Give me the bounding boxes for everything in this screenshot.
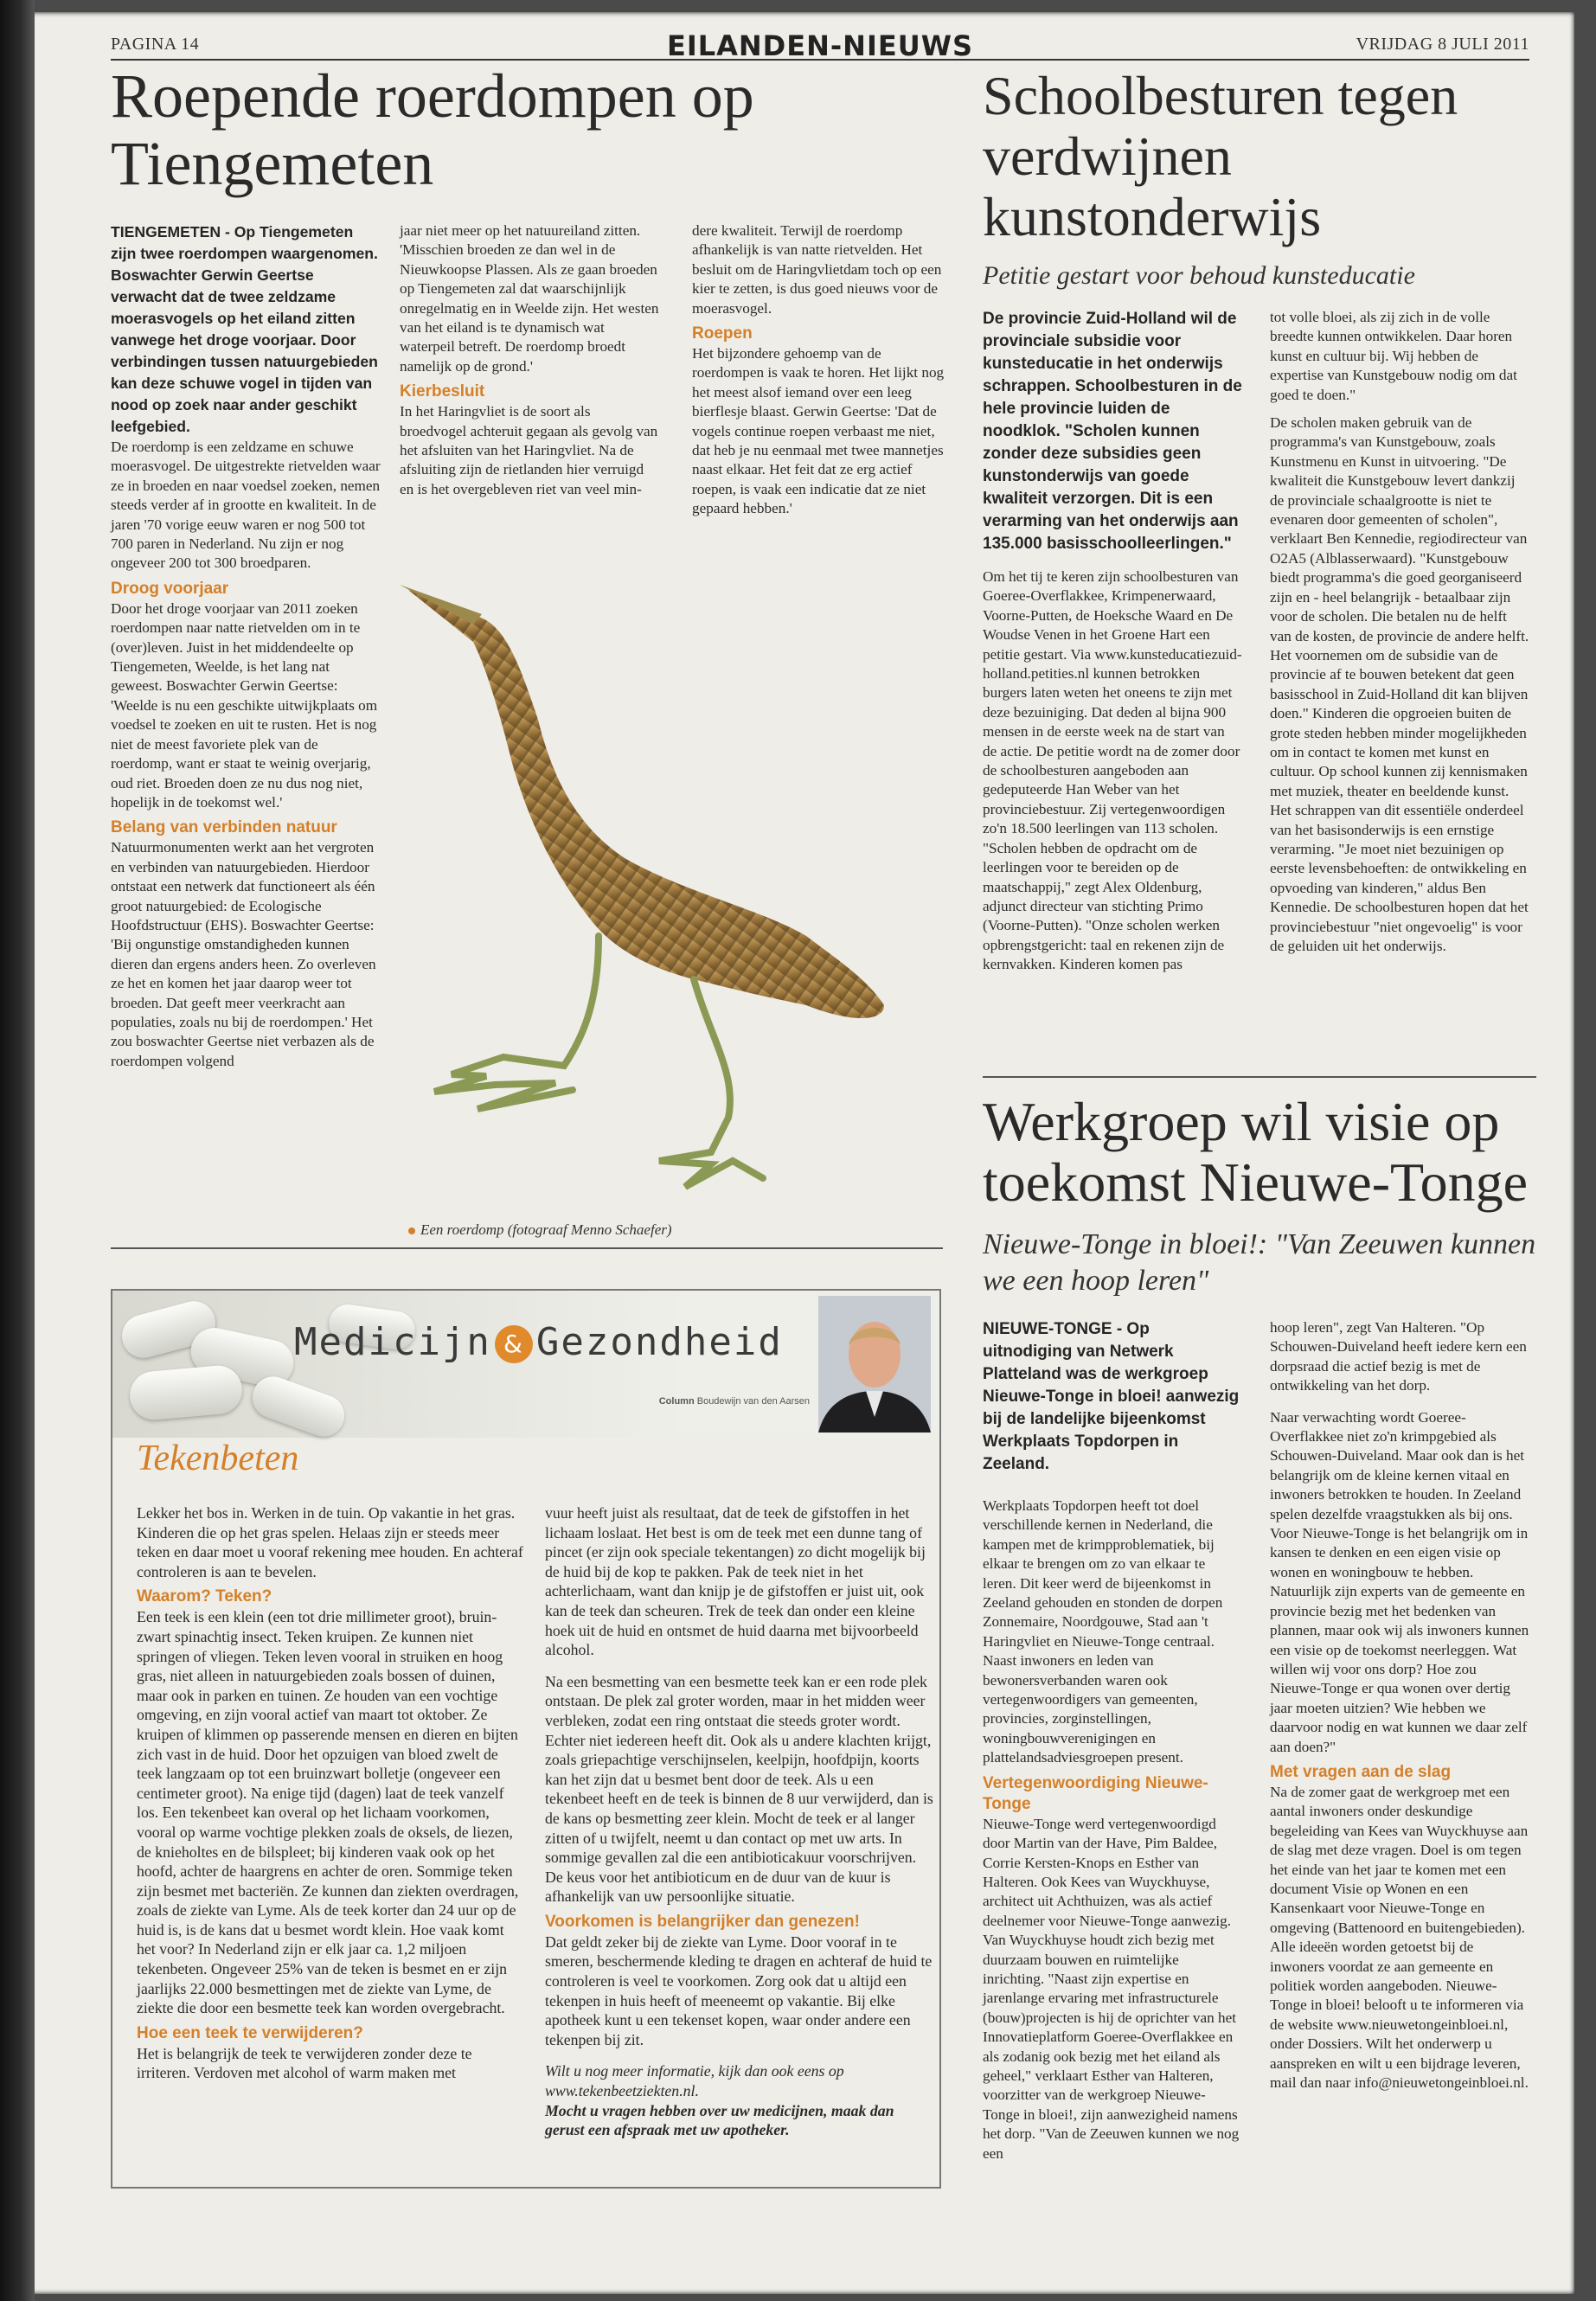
paragraph: Door het droge voorjaar van 2011 zoeken roerdompen naar natte rietvelden om in te (over)leven. Juist in het middendeelte op Tiengemeten, Weelde, is het lang nat geweest. Boswachter Gerwin Geertse: 'Weelde is nu een geschikte uitwijkplaats om voedsel te zoeken en uit te rusten. Het is nog niet de meest favoriete plek van de roerdomp, want er staat te weinig overjarig, oud riet. Broeden doen ze nu dus nog niet, hopelijk in de toekomst wel.'	[111, 599, 378, 811]
author-label: Column	[658, 1396, 695, 1407]
health-column-col1	[137, 1503, 526, 2083]
page-header	[111, 31, 1529, 61]
paragraph: Lekker het bos in. Werken in de tuin. Op vakantie in het gras. Kinderen die op het gras spelen. Helaas zijn er steeds meer teken en daar moet u vooraf rekening mee houden. En achteraf controleren is aan te bevelen.	[137, 1504, 523, 1580]
page-number: PAGINA 14	[111, 35, 200, 54]
article-kunst-subtitle: Petitie gestart voor behoud kunsteducatie	[983, 261, 1415, 290]
paragraph: Natuurmonumenten werkt aan het vergroten en verbinden van natuurgebieden. Hierdoor ontstaat een netwerk dat functioneert als één groot natuurgebied: de Ecologische Hoofdstructuur (EHS). Boswachter Geertse: 'Bij ongunstige omstandigheden kunnen dieren dan ergens anders heen. Zo overleven ze het en komen het jaar daarop weer tot broeden. Dat geeft meer veerkracht aan populaties, zoals nu bij de roerdompen.' Het zou boswachter Geertse niet verbazen als de roerdompen volgend	[111, 839, 376, 1069]
subheading: Belang van verbinden natuur	[111, 818, 337, 837]
paragraph: Nieuwe-Tonge werd vertegenwoordigd door Martin van der Have, Pim Baldee, Corrie Kersten-Knops en Esther van Halteren. Ook Kees van Wuyckhuyse, architect uit Achthuizen, was als actief deelnemer voor Nieuwe-Tonge aanwezig. Van Wuyckhuyse houdt zich bezig met duurzaam bouwen en ruimtelijke inrichting. "Naast zijn expertise en jarenlange ervaring met infrastructurele (bouw)projecten is hij de oprichter van het Innovatieplatform Goeree-Overflakkee en als zodanig ook bezig met het eiland als geheel," verklaart Esther van Halteren, voorzitter van de werkgroep Nieuwe-Tonge in bloei!, zijn aanwezigheid namens het dorp. "Van de Zeeuwen kunnen we nog een	[983, 1815, 1240, 2162]
masthead: EILANDEN-NIEUWS	[666, 29, 974, 62]
caption-bullet	[408, 1227, 415, 1234]
paragraph: tot volle bloei, als zij zich in de volle breedte kunnen ontwikkelen. Daar horen kunst en cultuur bij. Wij hebben de expertise van Kunstgebouw nodig om dat goed te doen."	[1270, 309, 1517, 403]
article-tonge-col2	[1270, 1318, 1529, 2093]
subheading: Droog voorjaar	[111, 579, 229, 598]
paragraph: vuur heeft juist als resultaat, dat de teek de gifstoffen in het lichaam loslaat. Het best is om de teek met een dunne tang of pincet (er zijn ook speciale tekentangen) zo dicht mogelijk bij de huid bij de kop te pakken. Pak de teek niet in het achterlichaam, want dan knijp je de gifstoffen er juist uit, ook kan de teek dan scheuren. Trek de teek dan onder een kleine hoek uit de huid en ontsmet de huid daarna met bijvoorbeeld alcohol.	[545, 1504, 926, 1659]
article-roerdomp-col1	[111, 221, 381, 1071]
health-column-box	[111, 1289, 941, 2189]
article-kunst-col2	[1270, 308, 1529, 956]
article-tonge-col1	[983, 1318, 1242, 2163]
article-tonge-title: Werkgroep wil visie op toekomst Nieuwe-Tonge	[983, 1091, 1529, 1213]
subheading: Hoe een teek te verwijderen?	[137, 2023, 363, 2042]
subheading: Kierbesluit	[400, 382, 485, 401]
paragraph: hoop leren", zegt Van Halteren. "Op Schouwen-Duiveland heeft iedere kern een dorpsraad die actief bezig is met de ontwikkeling van het dorp.	[1270, 1319, 1527, 1394]
ampersand-badge: &	[495, 1325, 533, 1363]
article-roerdomp-col2	[400, 221, 659, 499]
article-kunst-col1	[983, 308, 1242, 975]
divider	[111, 1247, 943, 1249]
article-roerdomp-title: Roepende roerdompen op Tiengemeten	[111, 61, 754, 198]
column-title	[294, 1320, 783, 1364]
paragraph: Om het tij te keren zijn schoolbesturen van Goeree-Overflakkee, Krimpenerwaard, Voorne-Putten, de Hoeksche Waard en De Woudse Venen in het Groene Hart een petitie gestart. Via www.kunsteducatiezuid-holland.petities.nl kunnen betrokken burgers laten weten het oneens te zijn met deze bezuiniging. Dat deden al bijna 900 mensen in de eerste week na de start van de actie. De petitie wordt na de zomer door de schoolbesturen aangeboden aan gedeputeerde Han Weber van het provinciebestuur. Zij vertegenwoordigen zo'n 18.500 leerlingen van 113 scholen. "Scholen hebben de opdracht om de leerlingen voor te bereiden op de maatschappij," zegt Alex Oldenburg, adjunct directeur van stichting Primo (Voorne-Putten). "Onze scholen werken opbrengstgericht: taal en rekenen zijn de kernvakken. Kinderen komen pas	[983, 568, 1242, 973]
subheading: Voorkomen is belangrijker dan genezen!	[545, 1912, 860, 1931]
paragraph: jaar niet meer op het natuureiland zitten. 'Misschien broeden ze dan wel in de Nieuwkoopse Plassen. Als ze gaan broeden op Tiengemeten zal dat waarschijnlijk onregelmatig en in Weelde zijn. Het westen van het eiland is te dynamisch wat waterpeil betreft. De roerdomp broedt namelijk op de grond.'	[400, 222, 659, 375]
paragraph: dere kwaliteit. Terwijl de roerdomp afhankelijk is van natte rietvelden. Het besluit om de Haringvlietdam toch op een kier te zetten, is dus goed nieuws voor de moerasvogel.	[692, 222, 942, 317]
article-lead: NIEUWE-TONGE - Op uitnodiging van Netwerk Platteland was de werkgroep Nieuwe-Tonge in bloei! aanwezig bij de landelijke bijeenkomst Werkplaats Topdorpen in Zeeland.	[983, 1320, 1240, 1473]
paragraph: Werkplaats Topdorpen heeft tot doel verschillende kernen in Nederland, die kampen met de krimpproblematiek, bij elkaar te brengen om zo van elkaar te leren. Dit keer werd de bijeenkomst in Zeeland gehouden en stonden de dorpen Zonnemaire, Noordgouwe, Stad aan 't Haringvliet en Nieuwe-Tonge centraal. Naast inwoners en leden van bewonersverbanden waren ook vertegenwoordigers van gemeenten, provincies, zorginstellingen, woningbouwverenigingen en plattelandsadviesgroepen present.	[983, 1497, 1223, 1766]
footer-note: Wilt u nog meer informatie, kijk dan ook eens op www.tekenbeetziekten.nl.	[545, 2062, 844, 2100]
paragraph: Een teek is een klein (een tot drie millimeter groot), bruin-zwart spinachtig insect. Teken kruipen. Ze kunnen niet springen of vliegen. Teken leven vooral in struiken en hoog gras, niet alleen in natuurgebieden zoals bossen of duinen, maar ook in parken en tuinen. Ze houden van een vochtige omgeving, en zijn vooral actief van maart tot oktober. Ze kruipen of klimmen op passerende mensen en dieren en bijten zich vast in de huid. Door het opzuigen van bloed zwelt de teek langzaam op tot een bruinzwart bolletje (ongeveer een centimeter groot). Na enige tijd (dagen) laat de teek vanzelf los. Een tekenbeet kan overal op het lichaam voorkomen, vooral op warme vochtige plekken zoals de oksels, de liezen, de knieholtes en de bilspleet; bij kinderen vaak ook op het hoofd, achter de haargrens en achter de oren. Sommige teken zijn besmet met bacteriën. Ze kunnen dan ziekten overdragen, zoals de ziekte van Lyme. Als de teek korter dan 24 uur op de huid is, is de kans dat u besmet wordt klein. Hoe vaak komt het voor? In Nederland zijn er elk jaar ca. 1,2 miljoen tekenbeten. Ongeveer 25% van de teken is besmet en er zijn jaarlijks 22.000 besmettingen met de ziekte van Lyme, de ziekte die door een besmette teek kan worden overgebracht.	[137, 1608, 519, 2017]
divider	[983, 1076, 1536, 1078]
paragraph: Het is belangrijk de teek te verwijderen zonder deze te irriteren. Verdoven met alcohol of warm maken met	[137, 2044, 472, 2082]
article-lead: De provincie Zuid-Holland wil de provinciale subsidie voor kunsteducatie in het onderwijs schrappen. Schoolbesturen in de hele provincie luiden de noodklok. "Scholen kunnen zonder deze subsidies geen kunstonderwijs van goede kwaliteit verzorgen. Dit is een verarming van het onderwijs aan 135.000 basisschoolleerlingen."	[983, 310, 1242, 553]
subheading: Roepen	[692, 324, 753, 343]
footer-note: Mocht u vragen hebben over uw medicijnen, maak dan gerust een afspraak met uw apotheker.	[545, 2101, 894, 2139]
subheading: Met vragen aan de slag	[1270, 1762, 1452, 1781]
pill-illustration	[247, 1371, 350, 1443]
portrait-illustration	[818, 1296, 931, 1433]
column-headline: Tekenbeten	[137, 1439, 299, 1478]
pill-illustration	[128, 1363, 244, 1421]
article-lead: TIENGEMETEN - Op Tiengemeten zijn twee roerdompen waargenomen. Boswachter Gerwin Geertse verwacht dat de twee zeldzame moerasvogels op het eiland zitten vanwege het droge voorjaar. Door verbindingen tussen natuurgebieden kan deze schuwe vogel in tijden van nood op zoek naar ander geschikt leefgebied.	[111, 223, 378, 435]
paragraph: In het Haringvliet is de soort als broedvogel achteruit gegaan als gevolg van het afsluiten van het Haringvliet. Na de afsluiting zijn de rietlanden hier verruigd en is het overgebleven riet van veel min-	[400, 403, 658, 497]
column-banner	[112, 1291, 939, 1438]
issue-date: VRIJDAG 8 JULI 2011	[1356, 35, 1529, 54]
article-kunst-title: Schoolbesturen tegen verdwijnen kunstonderwijs	[983, 65, 1458, 247]
author-portrait	[818, 1296, 931, 1433]
subheading: Vertegenwoordiging Nieuwe-Tonge	[983, 1773, 1208, 1813]
health-column-col2	[545, 1503, 934, 2140]
bittern-photo	[400, 573, 901, 1213]
caption-text: Een roerdomp (fotograaf Menno Schaefer)	[420, 1221, 672, 1238]
paragraph: De roerdomp is een zeldzame en schuwe moerasvogel. De uitgestrekte rietvelden waar ze in broeden en naar voedsel zoeken, nemen steeds verder af in grootte en kwaliteit. In de jaren '70 vorige eeuw waren er nog 500 tot 700 paren in Nederland. Nu zijn er nog ongeveer 200 tot 300 broedparen.	[111, 439, 381, 572]
article-tonge-subtitle: Nieuwe-Tonge in bloei!: "Van Zeeuwen kunnen we een hoop leren"	[983, 1228, 1536, 1297]
column-title-left: Medicijn	[294, 1320, 491, 1364]
paragraph: De scholen maken gebruik van de programma's van Kunstgebouw, zoals Kunstmenu en Kunst in uitvoering. "De kwaliteit die Kunstgebouw levert dankzij de provinciale schaalgrootte is niet te evenaren door gemeenten of scholen", verklaart Ben Kennedie, regiodirecteur van O2A5 (Alblasserwaard). "Kunstgebouw biedt programma's die goed georganiseerd zijn en - heel belangrijk - betaalbaar zijn voor de scholen. Die betalen nu de helft van de kosten, de provincie de andere helft. Het voornemen om de subsidie van de provincie af te bouwen betekent dat geen basisschool in Zuid-Holland dit kan blijven doen." Kinderen die opgroeien buiten de grote steden hebben minder mogelijkheden om in contact te komen met kunst en cultuur. Op school kunnen zij kennismaken met muziek, theater en beeldende kunst. Het schrappen van dit essentiële onderdeel van het basisonderwijs is een ernstige verarming. "Je moet niet bezuinigen op eerste levensbehoeften: de ontwikkeling en opvoeding van kinderen," aldus Ben Kennedie. De schoolbesturen hopen dat het provinciebestuur "niet ongevoelig" is voor de geluiden uit het onderwijs.	[1270, 414, 1529, 954]
paragraph: Dat geldt zeker bij de ziekte van Lyme. Door vooraf in te smeren, beschermende kleding te dragen en achteraf de huid te controleren is veel te voorkomen. Zorg ook dat u altijd een tekenpen in huis heeft of meeneemt op vakantie. Bij elke apotheek kunt u een tekenset kopen, waar onder andere een tekenpen bij zit.	[545, 1932, 933, 2048]
photo-caption	[408, 1221, 893, 1239]
author-name: Boudewijn van den Aarsen	[696, 1396, 810, 1407]
paragraph: Het bijzondere gehoemp van de roerdompen is vaak te horen. Het lijkt nog het meest alsof iemand over een leeg bierflesje blaast. Gerwin Geertse: 'Dat de vogels continue roepen verbaast me niet, dat heb je nu eenmaal met twee mannetjes naast elkaar. Het feit dat ze erg actief roepen, is vaak een indicatie dat ze niet gepaard hebben.'	[692, 345, 945, 517]
column-title-right: Gezondheid	[535, 1320, 783, 1364]
paragraph: Na een besmetting van een besmette teek kan er een rode plek ontstaan. De plek zal groter worden, maar in het midden weer verbleken, zodat een ring ontstaat die steeds groter wordt. Echter niet iedereen heeft dit. Ook als u andere klachten krijgt, zoals griepachtige verschijnselen, keelpijn, hoofdpijn, koorts kan het zijn dat u besmet bent door de teek. Als u een tekenbeet heeft en de teek is binnen de 8 uur verwijderd, dan is de kans op besmetting zeer klein. Mocht de teek er al langer zitten of u twijfelt, neemt u dan contact op met uw arts. In sommige gevallen zal die een antibioticakuur voorschrijven. De keus voor het antibioticum en de duur van de kuur is afhankelijk van uw persoonlijke situatie.	[545, 1672, 933, 1906]
article-roerdomp-col3	[692, 221, 952, 519]
paragraph: Na de zomer gaat de werkgroep met een aantal inwoners onder deskundige begeleiding van Kees van Wuyckhuyse aan de slag met deze vragen. Doel is om tegen het einde van het jaar te komen met een document Visie op Wonen en een Kansenkaart voor Nieuwe-Tonge en omgeving (Battenoord en buitengebieden). Alle ideeën worden getoetst bij de inwoners voordat ze aan gemeente en politiek worden aangeboden. Nieuwe-Tonge in bloei! belooft u te informeren via de website www.nieuwetongeinbloei.nl, onder Dossiers. Wilt het onderwerp u aanspreken en wilt u een bijdrage leveren, mail dan naar info@nieuwetongeinbloei.nl.	[1270, 1783, 1529, 2092]
paragraph: Naar verwachting wordt Goeree-Overflakkee niet zo'n krimpgebied als Schouwen-Duiveland. Maar ook dan is het belangrijk om de kleine kernen vitaal en inwoners betrokken te houden. In Zeeland spelen dezelfde vraagstukken als bij ons. Voor Nieuwe-Tonge is het belangrijk om in kansen te denken en een eigen visie op wonen en woningbouw te hebben. Natuurlijk zijn experts van de gemeente en provincie bezig met het bedenken van plannen, maar ook wij als inwoners kunnen een visie op de toekomst neerleggen. Wat willen wij voor ons dorp? Hoe zou Nieuwe-Tonge er qua wonen over dertig jaar moeten uitzien? Wie hebben we daarvoor nodig en wat kunnen we daar zelf aan doen?"	[1270, 1408, 1529, 1755]
page-binding-edge	[0, 0, 35, 2301]
column-author	[659, 1396, 810, 1407]
subheading: Waarom? Teken?	[137, 1587, 272, 1606]
